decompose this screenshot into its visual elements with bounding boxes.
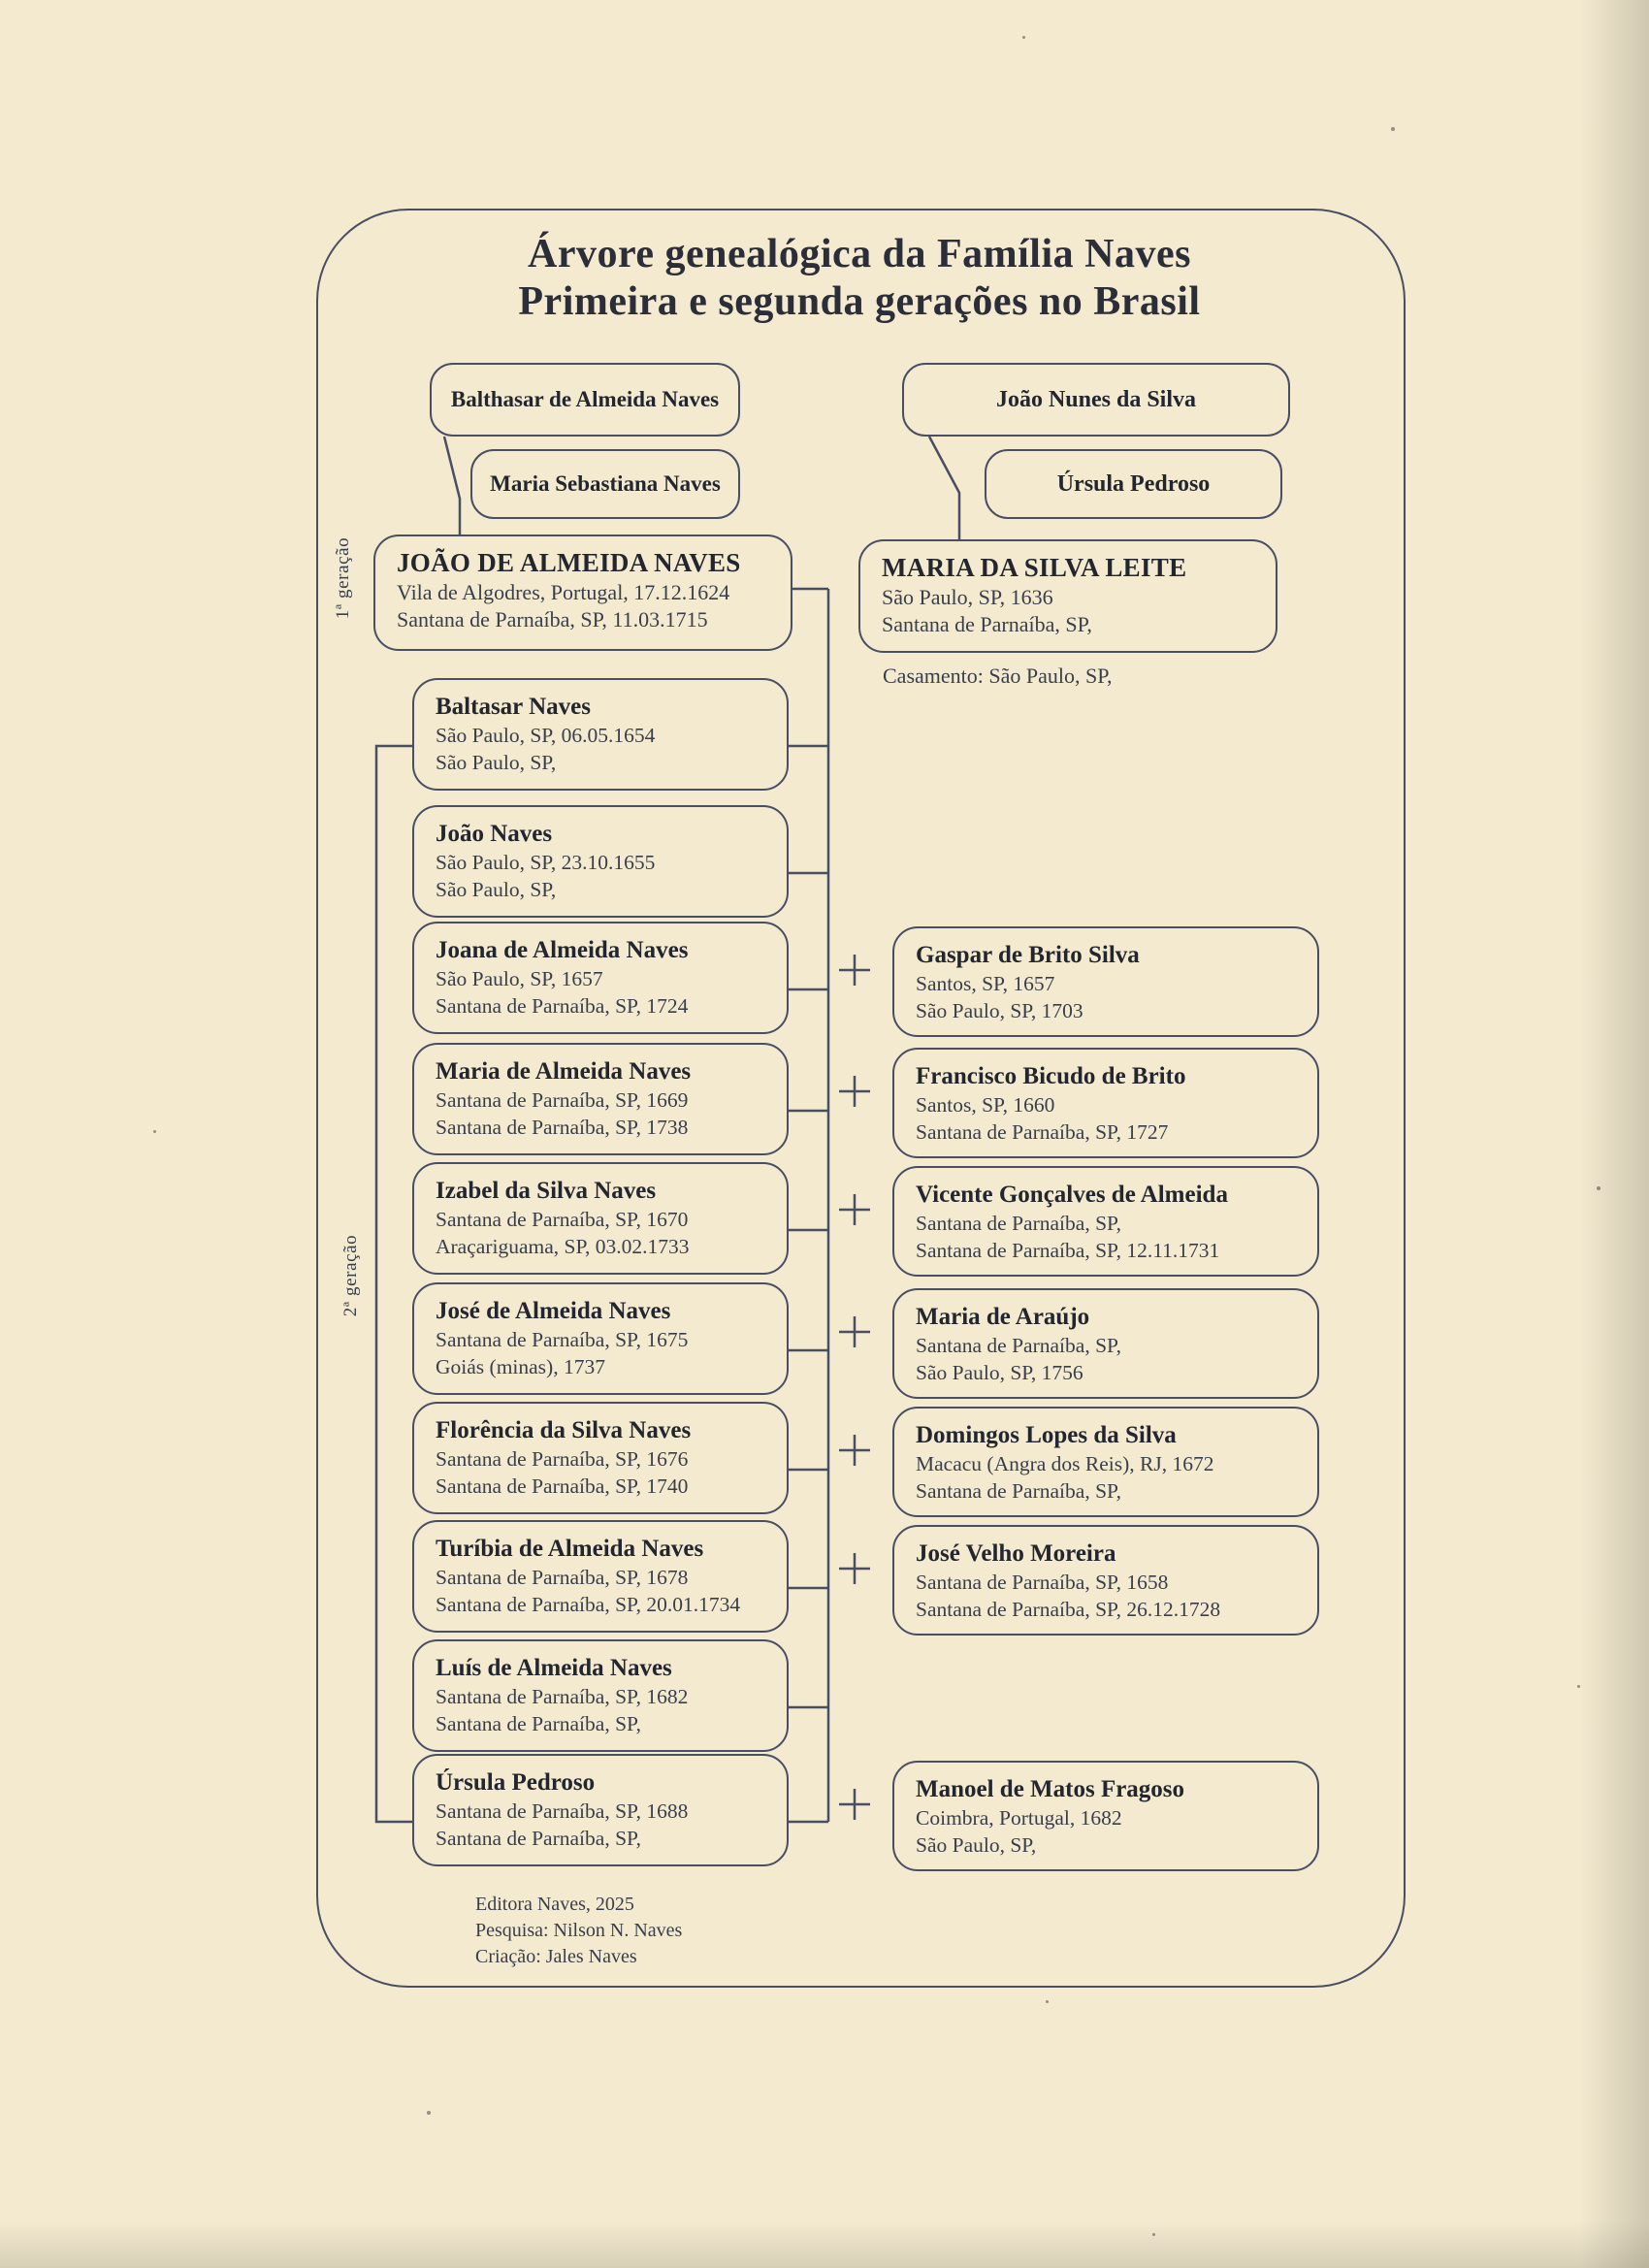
person-name: Luís de Almeida Naves <box>436 1655 672 1681</box>
person-name: Joana de Almeida Naves <box>436 937 689 963</box>
person-birth: São Paulo, SP, 23.10.1655 <box>436 851 656 874</box>
person-name: Úrsula Pedroso <box>436 1769 596 1796</box>
person-box-maria-de-almeida-naves <box>412 1043 789 1155</box>
person-birth: São Paulo, SP, 1636 <box>882 585 1053 609</box>
scan-speck <box>1022 36 1025 39</box>
person-box-maria-da-silva-leite <box>858 539 1277 653</box>
person-death: Santana de Parnaíba, SP, <box>916 1478 1121 1503</box>
person-box-domingos-lopes-da-silva <box>892 1407 1319 1517</box>
person-death: Araçariguama, SP, 03.02.1733 <box>436 1234 690 1258</box>
person-birth: Santos, SP, 1660 <box>916 1093 1055 1117</box>
person-name: Maria de Araújo <box>916 1304 1090 1330</box>
person-birth: Santana de Parnaíba, SP, <box>916 1212 1121 1235</box>
person-death: São Paulo, SP, <box>436 750 557 774</box>
person-name: Maria de Almeida Naves <box>436 1058 692 1085</box>
person-death: Santana de Parnaíba, SP, 1738 <box>436 1115 689 1139</box>
person-name: MARIA DA SILVA LEITE <box>882 553 1187 582</box>
person-birth: São Paulo, SP, 1657 <box>436 967 603 990</box>
person-box-joao-naves <box>412 805 789 918</box>
scan-speck <box>1577 1685 1580 1688</box>
person-birth: Vila de Algodres, Portugal, 17.12.1624 <box>397 580 730 604</box>
person-box-gaspar-de-brito-silva <box>892 926 1319 1037</box>
person-death: Santana de Parnaíba, SP, <box>436 1826 641 1850</box>
footer-publisher: Editora Naves, 2025 <box>475 1894 634 1915</box>
person-name: José Velho Moreira <box>916 1540 1116 1567</box>
scan-speck <box>1152 2233 1155 2236</box>
scan-shadow-bottom <box>0 2221 1649 2268</box>
scan-speck <box>1597 1186 1600 1190</box>
scan-speck <box>153 1130 156 1133</box>
person-box-balthasar-de-almeida-naves: Balthasar de Almeida Naves <box>430 363 740 437</box>
person-name: Baltasar Naves <box>436 694 591 720</box>
person-name: Izabel da Silva Naves <box>436 1178 657 1204</box>
person-box-jose-velho-moreira <box>892 1525 1319 1636</box>
person-birth: Santana de Parnaíba, SP, 1688 <box>436 1799 689 1823</box>
person-name: Turíbia de Almeida Naves <box>436 1536 704 1562</box>
person-birth: Santana de Parnaíba, SP, <box>916 1334 1121 1357</box>
person-birth: Santana de Parnaíba, SP, 1676 <box>436 1447 689 1471</box>
person-box-turibia-de-almeida-naves <box>412 1520 789 1633</box>
person-death: São Paulo, SP, <box>916 1832 1037 1857</box>
person-name: Manoel de Matos Fragoso <box>916 1776 1185 1802</box>
person-name: Vicente Gonçalves de Almeida <box>916 1182 1228 1208</box>
person-name: João Naves <box>436 821 553 847</box>
marriage-note: Casamento: São Paulo, SP, <box>883 664 1113 688</box>
person-birth: Santana de Parnaíba, SP, 1675 <box>436 1328 689 1351</box>
person-birth: Santana de Parnaíba, SP, 1682 <box>436 1685 689 1708</box>
person-box-maria-sebastiana-naves: Maria Sebastiana Naves <box>470 449 740 519</box>
person-box-joana-de-almeida-naves <box>412 922 789 1034</box>
person-death: São Paulo, SP, 1703 <box>916 998 1083 1022</box>
person-death: Santana de Parnaíba, SP, <box>882 612 1092 636</box>
person-birth: São Paulo, SP, 06.05.1654 <box>436 724 656 747</box>
person-birth: Santos, SP, 1657 <box>916 972 1055 995</box>
person-birth: Santana de Parnaíba, SP, 1670 <box>436 1208 689 1231</box>
person-name: Domingos Lopes da Silva <box>916 1422 1177 1448</box>
person-death: Santana de Parnaíba, SP, 11.03.1715 <box>397 607 708 632</box>
page-title-line1: Árvore genealógica da Família Naves <box>528 232 1191 276</box>
person-box-izabel-da-silva-naves <box>412 1162 789 1275</box>
generation-label-2: 2ª geração <box>340 1234 361 1317</box>
person-birth: Santana de Parnaíba, SP, 1678 <box>436 1566 689 1589</box>
footer-research: Pesquisa: Nilson N. Naves <box>475 1920 683 1941</box>
person-birth: Santana de Parnaíba, SP, 1669 <box>436 1088 689 1112</box>
person-name: Florência da Silva Naves <box>436 1417 692 1443</box>
person-box-joao-nunes-da-silva: João Nunes da Silva <box>902 363 1290 437</box>
person-death: Goiás (minas), 1737 <box>436 1354 605 1378</box>
person-death: Santana de Parnaíba, SP, 20.01.1734 <box>436 1592 741 1616</box>
person-name: José de Almeida Naves <box>436 1298 671 1324</box>
person-death: Santana de Parnaíba, SP, 1724 <box>436 993 689 1018</box>
person-box-jose-de-almeida-naves <box>412 1282 789 1395</box>
person-box-florencia-da-silva-naves <box>412 1402 789 1514</box>
person-box-ursula-pedroso-grandmother: Úrsula Pedroso <box>985 449 1282 519</box>
person-name: JOÃO DE ALMEIDA NAVES <box>397 548 741 577</box>
person-box-francisco-bicudo-de-brito <box>892 1048 1319 1158</box>
person-birth: Macacu (Angra dos Reis), RJ, 1672 <box>916 1452 1214 1475</box>
person-box-manoel-de-matos-fragoso <box>892 1761 1319 1871</box>
person-death: São Paulo, SP, <box>436 877 557 901</box>
person-death: Santana de Parnaíba, SP, 26.12.1728 <box>916 1597 1221 1621</box>
person-death: São Paulo, SP, 1756 <box>916 1360 1083 1384</box>
person-birth: Santana de Parnaíba, SP, 1658 <box>916 1571 1169 1594</box>
person-name: Francisco Bicudo de Brito <box>916 1063 1186 1089</box>
person-name: Gaspar de Brito Silva <box>916 942 1140 968</box>
scan-shadow-right <box>1579 0 1649 2268</box>
scan-speck <box>427 2111 431 2115</box>
scan-speck <box>1046 2000 1049 2003</box>
person-death: Santana de Parnaíba, SP, <box>436 1711 641 1735</box>
person-death: Santana de Parnaíba, SP, 1727 <box>916 1119 1169 1144</box>
person-box-vicente-goncalves-de-almeida <box>892 1166 1319 1277</box>
person-box-ursula-pedroso-daughter <box>412 1754 789 1866</box>
page-title <box>326 231 1393 326</box>
footer-creation: Criação: Jales Naves <box>475 1946 637 1967</box>
person-birth: Coimbra, Portugal, 1682 <box>916 1806 1122 1830</box>
generation-label-1: 1ª geração <box>333 536 353 620</box>
scan-speck <box>1391 127 1395 131</box>
person-box-joao-de-almeida-naves <box>373 535 792 651</box>
person-death: Santana de Parnaíba, SP, 1740 <box>436 1474 689 1498</box>
page-title-line2: Primeira e segunda gerações no Brasil <box>518 279 1201 324</box>
person-death: Santana de Parnaíba, SP, 12.11.1731 <box>916 1238 1220 1262</box>
person-box-maria-de-araujo <box>892 1288 1319 1399</box>
footer-credits <box>475 1892 682 1970</box>
person-box-luis-de-almeida-naves <box>412 1639 789 1752</box>
person-box-baltasar-naves <box>412 678 789 791</box>
